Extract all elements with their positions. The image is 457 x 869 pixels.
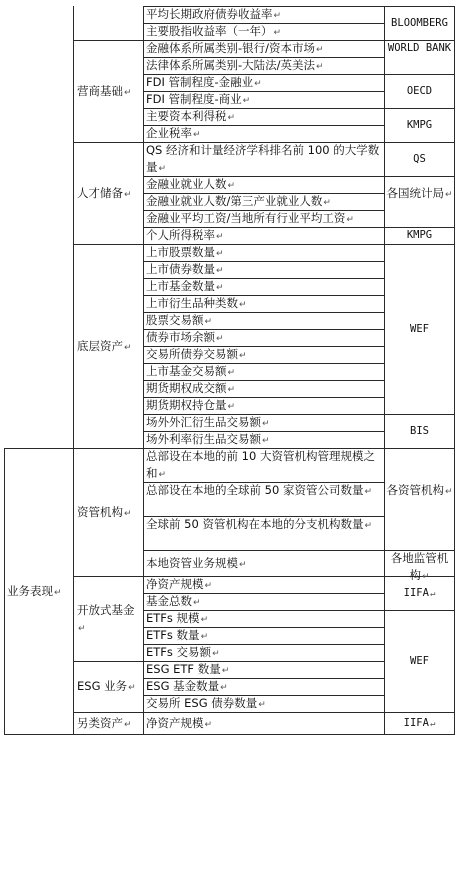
indicator-cell-text: 期货期权成交额 <box>146 381 227 395</box>
paragraph-mark: ↵ <box>221 666 230 676</box>
indicator-cell-text: 交易所债券交易额 <box>146 347 238 361</box>
indicator-cell-text: 股票交易额 <box>146 313 204 327</box>
indicator-cell-text: 场外外汇衍生品交易额 <box>146 415 261 429</box>
paragraph-mark: ↵ <box>216 249 224 259</box>
indicator-cell-text: ESG 基金数量 <box>146 679 220 693</box>
indicator-cell-text: 全球前 50 资管机构在本地的分支机构数量 <box>146 517 364 531</box>
paragraph-mark: ↵ <box>227 402 236 412</box>
paragraph-mark: ↵ <box>239 351 247 361</box>
paragraph-mark: ↵ <box>212 649 220 659</box>
source-cell-text: KMPG <box>406 229 433 241</box>
paragraph-mark: ↵ <box>364 487 372 497</box>
indicator-cell-text: 主要股指收益率（一年） <box>146 24 273 38</box>
indicator-cell-text: 法律体系所属类别-大陆法/英美法 <box>146 58 316 72</box>
indicator-cell-text: 金融体系所属类别-银行/资本市场 <box>146 41 316 55</box>
source-cell-text: BLOOMBERG <box>391 16 448 29</box>
paragraph-mark: ↵ <box>227 385 236 395</box>
paragraph-mark: ↵ <box>262 419 270 429</box>
indicator-cell <box>146 295 382 312</box>
indicator-cell-text: 企业税率 <box>146 126 192 140</box>
indicator-cell <box>146 6 382 23</box>
indicator-cell-text: 上市衍生品种类数 <box>146 296 238 310</box>
indicator-cell <box>146 329 382 346</box>
indicator-cell-text: 总部设在本地的全球前 50 家资管公司数量 <box>146 483 364 497</box>
paragraph-mark: ↵ <box>254 79 262 89</box>
source-cell-text: WEF <box>410 654 429 667</box>
paragraph-mark: ↵ <box>444 487 453 497</box>
indicator-cell <box>146 74 382 91</box>
paragraph-mark: ↵ <box>124 719 132 730</box>
paragraph-mark: ↵ <box>200 632 209 642</box>
source-cell-text: WEF <box>410 322 429 335</box>
indicator-cell <box>146 448 382 482</box>
top-category-cell <box>7 448 72 869</box>
indicator-cell <box>146 482 382 516</box>
source-cell-text: OECD <box>406 84 433 97</box>
indicator-cell <box>146 678 382 695</box>
category-cell-text: 营商基础 <box>77 83 123 98</box>
category-cell-text: 另类资产 <box>77 715 123 730</box>
indicator-cell-text: 净资产规模 <box>146 715 204 730</box>
indicator-cell-text: 金融业就业人数 <box>146 177 227 191</box>
indicator-cell <box>146 644 382 661</box>
category-cell-text: 底层资产 <box>77 338 123 353</box>
indicator-cell-text: QS 经济和计量经济学科排名前 100 的大学数量 <box>146 143 380 174</box>
paragraph-mark: ↵ <box>54 587 62 598</box>
paragraph-mark: ↵ <box>316 62 324 72</box>
paragraph-mark: ↵ <box>227 181 236 191</box>
paragraph-mark: ↵ <box>124 189 132 200</box>
paragraph-mark: ↵ <box>239 300 247 310</box>
paragraph-mark: ↵ <box>346 215 354 225</box>
indicator-cell <box>146 397 382 414</box>
indicator-cell-text: ETFs 交易额 <box>146 645 212 659</box>
indicator-cell-text: FDI 管制程度-商业 <box>146 92 242 106</box>
indicator-cell <box>146 108 382 125</box>
indicator-cell-text: 债券市场余额 <box>146 330 215 344</box>
paragraph-mark: ↵ <box>258 700 266 710</box>
indicator-cell <box>146 278 382 295</box>
indicator-cell-text: 净资产规模 <box>146 577 204 591</box>
category-cell-text: 资管机构 <box>77 504 123 519</box>
paragraph-mark: ↵ <box>316 45 324 55</box>
indicator-cell-text: 上市股票数量 <box>146 245 215 259</box>
category-cell-text: ESG 业务 <box>77 679 128 693</box>
paragraph-mark: ↵ <box>128 683 136 693</box>
indicator-cell <box>146 363 382 380</box>
source-cell-text: 各国统计局 <box>386 185 444 200</box>
paragraph-mark: ↵ <box>364 521 372 531</box>
paragraph-mark: ↵ <box>216 283 224 293</box>
paragraph-mark: ↵ <box>193 130 201 140</box>
source-cell <box>386 227 453 244</box>
indicator-cell-text: 交易所 ESG 债券数量 <box>146 696 258 710</box>
paragraph-mark: ↵ <box>242 96 251 106</box>
indicator-cell <box>146 91 382 108</box>
indicator-cell <box>146 695 382 712</box>
source-cell <box>386 712 453 737</box>
paragraph-mark: ↵ <box>239 559 247 570</box>
source-cell-text: WORLD BANK <box>387 42 452 54</box>
paragraph-mark: ↵ <box>227 368 236 378</box>
indicator-cell <box>146 431 382 448</box>
table-rule <box>143 6 144 735</box>
paragraph-mark: ↵ <box>227 113 236 123</box>
paragraph-mark: ↵ <box>216 334 224 344</box>
table-rule <box>4 448 5 735</box>
indicator-cell <box>146 40 382 57</box>
indicator-cell-text: ESG ETF 数量 <box>146 662 221 676</box>
indicator-cell <box>146 312 382 329</box>
indicator-cell <box>146 244 382 261</box>
paragraph-mark: ↵ <box>323 198 331 208</box>
indicator-cell-text: ETFs 规模 <box>146 611 200 625</box>
indicator-cell-text: 期货期权持仓量 <box>146 398 227 412</box>
paragraph-mark: ↵ <box>200 615 209 625</box>
indicator-cell-text: 平均长期政府债券收益率 <box>146 7 273 21</box>
paragraph-mark: ↵ <box>204 719 213 730</box>
paragraph-mark: ↵ <box>158 164 167 174</box>
indicator-cell <box>146 142 382 176</box>
paragraph-mark: ↵ <box>124 508 132 519</box>
indicator-cell <box>146 576 382 593</box>
source-cell-text: IIFA <box>403 716 429 729</box>
indicator-cell <box>146 227 382 244</box>
paragraph-mark: ↵ <box>429 588 436 599</box>
indicator-cell-text: FDI 管制程度-金融业 <box>146 75 254 89</box>
indicator-cell <box>146 380 382 397</box>
source-cell-text: 各资管机构 <box>386 483 444 497</box>
paragraph-mark: ↵ <box>429 718 436 729</box>
indicator-cell <box>146 593 382 610</box>
indicator-cell-text: 上市基金交易额 <box>146 364 227 378</box>
indicator-cell <box>146 712 382 737</box>
top-category-cell-text: 业务表现 <box>7 583 53 598</box>
indicator-cell-text: 主要资本利得税 <box>146 109 227 123</box>
indicator-cell <box>146 661 382 678</box>
paragraph-mark: ↵ <box>262 436 270 446</box>
paragraph-mark: ↵ <box>124 342 132 353</box>
indicator-cell <box>146 125 382 142</box>
indicator-cell-text: 基金总数 <box>146 594 192 608</box>
indicator-cell-text: 个人所得税率 <box>146 228 215 242</box>
paragraph-mark: ↵ <box>421 572 430 582</box>
paragraph-mark: ↵ <box>273 28 282 38</box>
paragraph-mark: ↵ <box>124 87 132 98</box>
indicator-cell-text: 总部设在本地的前 10 大资管机构管理规模之和 <box>146 449 375 480</box>
indicator-cell-text: 金融业平均工资/当地所有行业平均工资 <box>146 211 346 225</box>
indicator-cell <box>146 346 382 363</box>
source-cell-text: BIS <box>410 424 429 437</box>
indicator-cell-text: 上市债券数量 <box>146 262 215 276</box>
table-rule <box>73 6 74 735</box>
indicator-cell-text: 场外利率衍生品交易额 <box>146 432 261 446</box>
indicator-cell-text: ETFs 数量 <box>146 628 200 642</box>
source-cell-text: QS <box>413 152 426 165</box>
source-cell-text: KMPG <box>406 118 433 131</box>
paragraph-mark: ↵ <box>204 581 213 591</box>
category-cell <box>77 712 141 737</box>
indicator-cell <box>146 516 382 550</box>
paragraph-mark: ↵ <box>273 11 282 21</box>
indicator-cell-text: 本地资管业务规模 <box>146 555 238 570</box>
table-rule <box>384 6 385 735</box>
indicator-cell-text: 金融业就业人数/第三产业就业人数 <box>146 194 323 208</box>
source-cell-text: IIFA <box>403 586 429 599</box>
paragraph-mark: ↵ <box>204 317 213 327</box>
paragraph-mark: ↵ <box>78 623 86 634</box>
paragraph-mark: ↵ <box>193 598 201 608</box>
indicator-cell <box>146 414 382 431</box>
indicator-cell <box>146 23 382 40</box>
paragraph-mark: ↵ <box>444 189 453 200</box>
paragraph-mark: ↵ <box>216 266 224 276</box>
paragraph-mark: ↵ <box>158 470 167 480</box>
indicator-cell <box>146 627 382 644</box>
source-cell <box>386 40 453 74</box>
indicator-cell-text: 上市基金数量 <box>146 279 215 293</box>
indicator-cell <box>146 261 382 278</box>
indicator-cell <box>146 176 382 193</box>
paragraph-mark: ↵ <box>216 232 224 242</box>
source-cell <box>386 550 453 582</box>
indicator-cell <box>146 610 382 627</box>
source-cell-text: 各地监管机构 <box>390 551 449 582</box>
category-cell-text: 人才储备 <box>77 185 123 200</box>
category-cell-text: 开放式基金 <box>77 602 135 617</box>
indicator-cell <box>146 210 382 227</box>
paragraph-mark: ↵ <box>220 683 228 693</box>
indicator-cell <box>146 193 382 210</box>
table-rule <box>454 6 455 735</box>
indicator-cell <box>146 57 382 74</box>
